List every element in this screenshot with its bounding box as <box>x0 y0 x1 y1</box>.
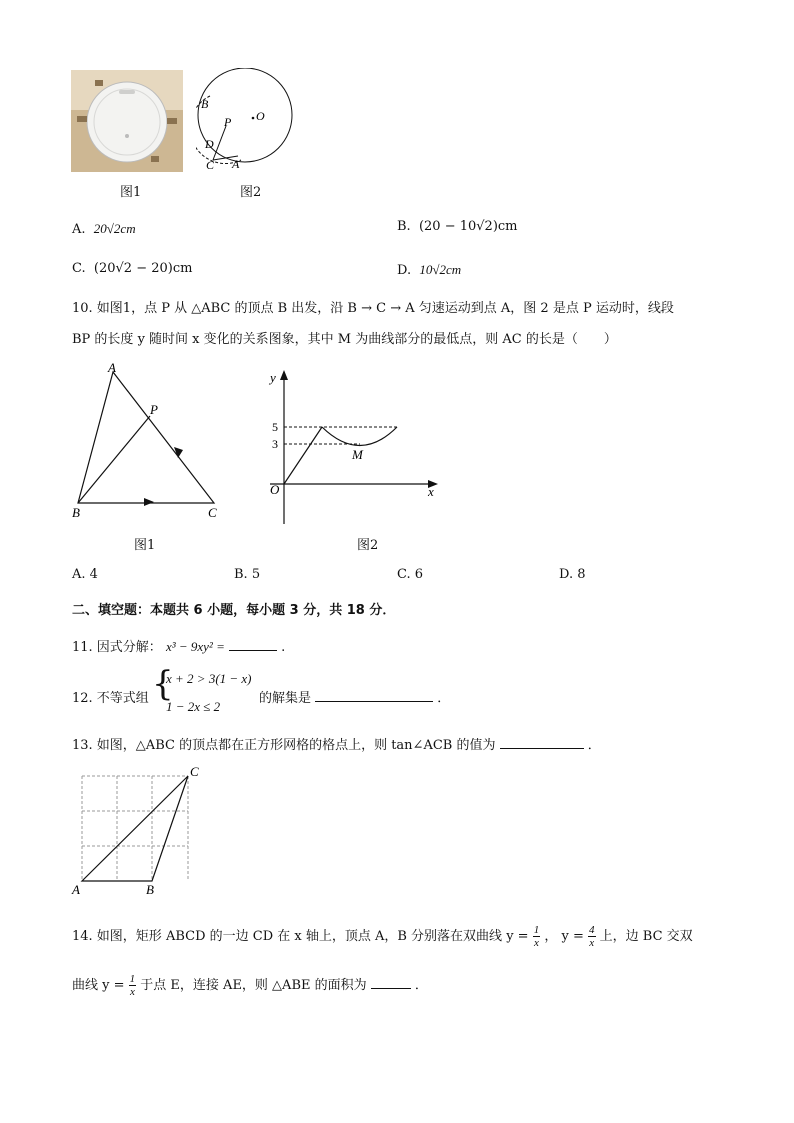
q13-grid-figure <box>70 762 210 896</box>
label-A: A <box>108 360 116 375</box>
option-letter: A. <box>72 222 86 237</box>
q11-answer-blank[interactable] <box>229 638 277 651</box>
label-five: 5 <box>272 420 278 434</box>
q9-option-b[interactable] <box>397 219 518 234</box>
label-O: O <box>270 482 280 497</box>
fraction-1-over-x-2: $\frac{1}{x}$ <box>129 973 136 998</box>
option-letter: D. <box>397 263 412 278</box>
q12-answer-blank[interactable] <box>315 689 433 702</box>
label-M: M <box>352 447 363 462</box>
label-B: B <box>72 505 80 520</box>
q14-answer-blank[interactable] <box>371 976 411 989</box>
section-heading: 二、填空题：本题共 6 小题，每小题 3 分，共 18 分． <box>72 603 396 618</box>
q14-text-d: 曲线 y = <box>72 978 125 993</box>
q10-option-c[interactable]: C. 6 <box>397 567 424 582</box>
label-B: B <box>146 882 154 896</box>
fraction-4-over-x: $\frac{4}{x}$ <box>589 924 595 949</box>
q13 <box>72 734 601 753</box>
q12-end: ． <box>437 691 451 706</box>
label-y: y <box>270 370 276 385</box>
label-A: A <box>232 157 240 171</box>
option-value: (20√2 − 20)cm <box>93 261 193 276</box>
option-letter: C. <box>72 261 86 276</box>
label-D: D <box>205 137 214 151</box>
q14-text-b: ， y = <box>544 929 584 944</box>
fraction-1-over-x: $\frac{1}{x}$ <box>533 924 540 949</box>
q9-fig2-caption: 图2 <box>240 185 262 200</box>
q10-fig2-caption: 图2 <box>357 538 379 553</box>
q10-stem-line1: 10. 如图1，点 P 从 △ABC 的顶点 B 出发，沿 B → C → A 匀速运动到点 A，图 2 是点 P 运动时，线段 <box>72 301 674 316</box>
q9-fig1-caption: 图1 <box>120 185 142 200</box>
q10-option-a[interactable]: A. 4 <box>72 567 98 582</box>
label-A: A <box>72 882 80 896</box>
q11-prefix: 11. 因式分解： <box>72 640 162 655</box>
q9-option-d[interactable] <box>397 262 461 278</box>
q11-expression: x³ − 9xy² = <box>165 639 225 654</box>
label-O: O <box>256 109 265 123</box>
q12-inequality-2: 1 − 2x ≤ 2 <box>166 699 221 714</box>
option-value: 20√2cm <box>93 221 136 236</box>
option-value: 10√2cm <box>419 262 462 277</box>
q10-triangle-figure <box>66 360 226 520</box>
q14-end: ． <box>414 978 428 993</box>
label-C: C <box>206 158 215 172</box>
q10-option-d[interactable]: D. 8 <box>559 567 586 582</box>
q12-suffix: 的解集是 <box>259 691 312 706</box>
q13-answer-blank[interactable] <box>500 736 584 749</box>
q10-fig1-caption: 图1 <box>134 538 156 553</box>
q9-option-a[interactable] <box>72 221 136 237</box>
option-value: (20 − 10√2)cm <box>418 219 518 234</box>
robot-vacuum-photo <box>71 70 183 172</box>
q12-tail <box>259 687 450 706</box>
q10-option-b[interactable]: B. 5 <box>234 567 261 582</box>
option-letter: B. <box>397 219 411 234</box>
q13-text: 13. 如图，△ABC 的顶点都在正方形网格的格点上，则 tan∠ACB 的值为 <box>72 738 496 753</box>
label-P: P <box>150 402 158 417</box>
q14-line2 <box>72 966 428 1006</box>
q11-suffix: . <box>281 640 286 655</box>
label-P: P <box>224 115 232 129</box>
label-x: x <box>428 484 434 499</box>
q14-text-c: 上，边 BC 交双 <box>599 929 693 944</box>
q12-inequality-1: x + 2 > 3(1 − x) <box>166 671 252 686</box>
label-B: B <box>201 97 209 111</box>
label-C: C <box>190 764 199 779</box>
q10-stem-line2: BP 的长度 y 随时间 x 变化的关系图象，其中 M 为曲线部分的最低点，则 AC 的长是（ ） <box>72 332 617 347</box>
q12-brace: { <box>152 664 174 704</box>
q12-prefix: 12. 不等式组 <box>72 691 149 706</box>
q9-option-c[interactable] <box>72 261 192 276</box>
q14-line1 <box>72 917 693 957</box>
q14-text-e: 于点 E，连接 AE，则 △ABE 的面积为 <box>140 978 367 993</box>
label-C: C <box>208 505 217 520</box>
q13-end: ． <box>587 738 601 753</box>
q10-graph-figure <box>262 366 442 530</box>
q14-text-a: 14. 如图，矩形 ABCD 的一边 CD 在 x 轴上，顶点 A，B 分别落在双曲线 y = <box>72 929 529 944</box>
q11 <box>72 636 285 655</box>
label-three: 3 <box>272 437 278 451</box>
q9-circle-diagram <box>196 68 298 174</box>
